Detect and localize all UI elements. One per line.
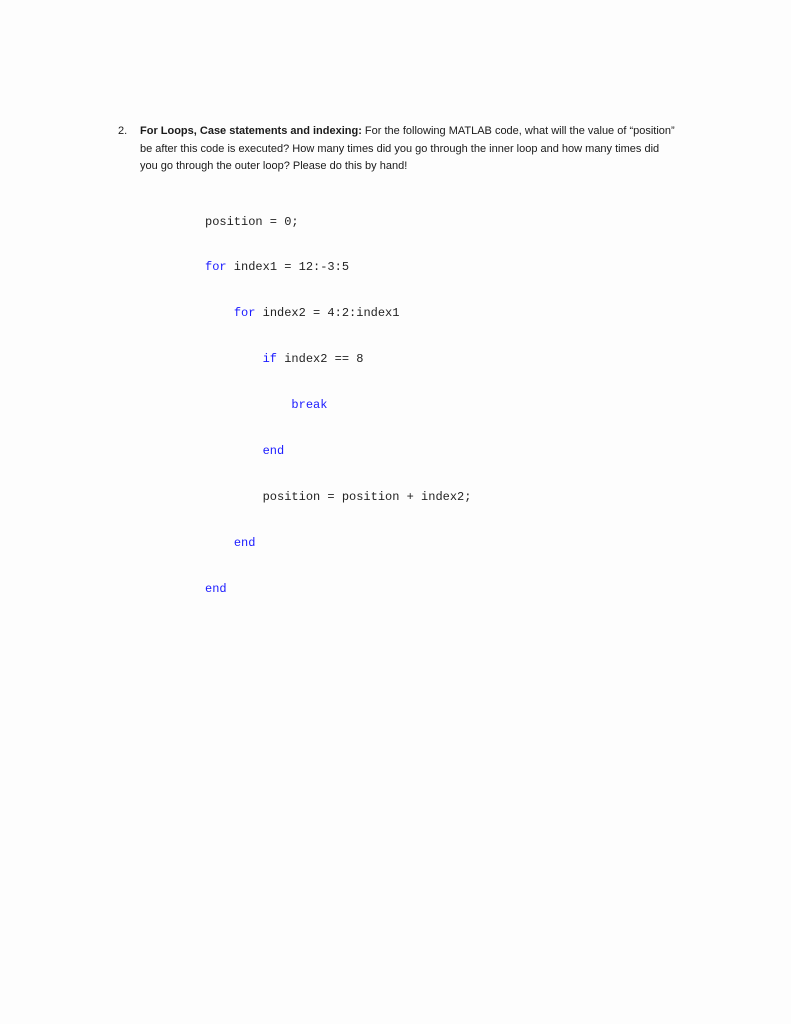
code-line [205,536,471,551]
code-keyword: for [205,260,227,275]
code-line [205,306,471,321]
question-2 [118,123,678,176]
code-line [205,444,471,459]
code-keyword: end [262,444,285,459]
code-text: position = position + index2; [262,489,472,504]
code-line [205,398,471,413]
code-line [205,260,471,275]
code-line [205,582,471,597]
code-line [205,490,471,505]
question-number: 2. [118,125,128,137]
code-keyword: end [233,535,256,550]
code-keyword: break [291,398,328,413]
question-heading: For Loops, Case statements and indexing: [140,125,362,137]
question-text: For the following MATLAB code, what will the value of “position” be after this code is executed? How many times did you go through the inner loop and how many times did you go through the outer loop? Please do this by hand! [140,125,675,172]
code-text: index2 = 4:2:index1 [255,306,400,321]
code-text: position = 0; [205,214,299,229]
code-line [205,215,471,230]
matlab-code-block [205,184,471,628]
code-keyword: if [262,352,278,367]
code-text: index1 = 12:-3:5 [226,260,350,275]
code-keyword: for [233,306,256,321]
question-body [140,123,678,176]
code-keyword: end [205,581,227,596]
code-line [205,352,471,367]
code-text: index2 == 8 [277,352,364,367]
